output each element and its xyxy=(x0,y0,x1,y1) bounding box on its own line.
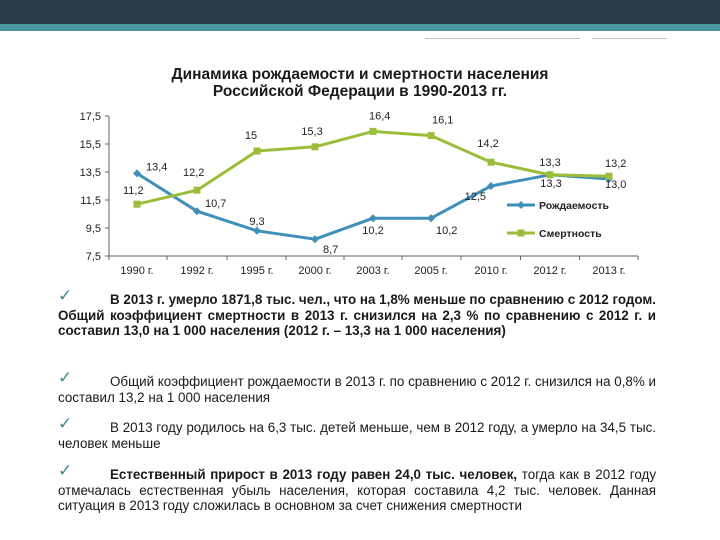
data-label: 11,2 xyxy=(123,185,144,198)
x-tick-label: 2013 г. xyxy=(592,265,626,277)
data-label: 15 xyxy=(244,130,258,142)
data-label: 12,2 xyxy=(183,167,205,180)
y-tick-label: 9,5 xyxy=(85,223,101,235)
x-tick-label: 1992 г. xyxy=(180,265,214,277)
bullet-text: тогда как в 2012 году отмечалась естественная убыль населения, которая составила 4,2 тыс. человек. Данная ситуация в 2013 году сложилась в основном за счет снижения смертности xyxy=(58,467,657,514)
data-label: 14,2 xyxy=(477,138,499,151)
chart-title-line-1: Динамика рождаемости и смертности населения xyxy=(171,66,549,83)
y-tick-label: 17,5 xyxy=(79,111,101,123)
y-tick-label: 13,5 xyxy=(79,167,101,179)
data-point-marker xyxy=(312,143,319,150)
data-point-marker xyxy=(369,214,377,222)
legend-marker xyxy=(517,201,525,209)
data-label: 16,1 xyxy=(432,114,454,127)
data-point-marker xyxy=(370,128,377,135)
x-tick-label: 1990 г. xyxy=(120,265,154,277)
bullet-bold-text: Естественный прирост в 2013 году равен 24,0 тыс. человек, xyxy=(110,467,518,482)
x-tick-label: 2000 г. xyxy=(298,265,332,277)
bullet-item xyxy=(58,368,656,405)
data-point-marker xyxy=(134,201,141,208)
data-label: 13,4 xyxy=(146,161,168,174)
bullet-bold-text: В 2013 г. умерло 1871,8 тыс. чел., что на 1,8% меньше по сравнению с 2012 годом. Общий коэффициент смертности в 2013 г. снизился на 2,3 % по сравнению с 2012 г. и составил 13,0 на 1 000 населения (2012 г. – 13,3 на 1 000 населения) xyxy=(58,292,656,339)
data-point-marker xyxy=(428,132,435,139)
data-point-marker xyxy=(253,227,261,235)
bullet-item xyxy=(58,414,656,451)
checkmark-icon: ✓ xyxy=(58,286,73,305)
bullet-text: В 2013 году родилось на 6,3 тыс. детей меньше, чем в 2012 году, а умерло на 34,5 тыс. человек меньше xyxy=(58,420,656,451)
y-tick-label: 7,5 xyxy=(85,251,101,263)
x-tick-label: 2012 г. xyxy=(533,265,567,277)
chart-title-line-2: Российской Федерации в 1990-2013 гг. xyxy=(212,83,508,100)
y-tick-label: 15,5 xyxy=(79,139,101,151)
checkmark-icon: ✓ xyxy=(58,461,73,480)
bullet-text: Общий коэффициент рождаемости в 2013 г. по сравнению с 2012 г. снизился на 0,8% и составил 13,2 на 1 000 населения xyxy=(58,374,656,405)
data-label: 10,2 xyxy=(362,225,384,238)
data-point-marker xyxy=(254,148,261,155)
data-point-marker xyxy=(311,235,319,243)
legend-label: Рождаемость xyxy=(539,200,610,212)
bullet-item xyxy=(58,461,657,514)
data-label: 13,3 xyxy=(539,156,561,169)
x-tick-label: 2010 г. xyxy=(474,265,508,277)
data-label: 16,4 xyxy=(369,110,391,123)
data-label: 15,3 xyxy=(301,125,323,138)
data-point-marker xyxy=(488,159,495,166)
x-tick-label: 1995 г. xyxy=(240,265,274,277)
x-tick-label: 2005 г. xyxy=(414,265,448,277)
bullet-item xyxy=(58,286,656,339)
data-label: 10,7 xyxy=(205,198,227,211)
data-label: 13,3 xyxy=(540,177,562,190)
data-label: 9,3 xyxy=(249,215,265,228)
data-label: 8,7 xyxy=(323,244,339,257)
series-line-death-rate xyxy=(137,131,609,204)
legend-label: Смертность xyxy=(539,228,602,240)
data-point-marker xyxy=(194,187,201,194)
data-label: 13,0 xyxy=(605,179,627,192)
checkmark-icon: ✓ xyxy=(58,368,73,387)
y-tick-label: 11,5 xyxy=(80,195,101,207)
data-label: 13,2 xyxy=(605,158,627,170)
checkmark-icon: ✓ xyxy=(58,414,73,433)
data-label: 12,5 xyxy=(464,191,486,203)
x-tick-label: 2003 г. xyxy=(356,265,390,277)
data-label: 10,2 xyxy=(436,225,458,238)
legend-marker xyxy=(518,230,525,237)
